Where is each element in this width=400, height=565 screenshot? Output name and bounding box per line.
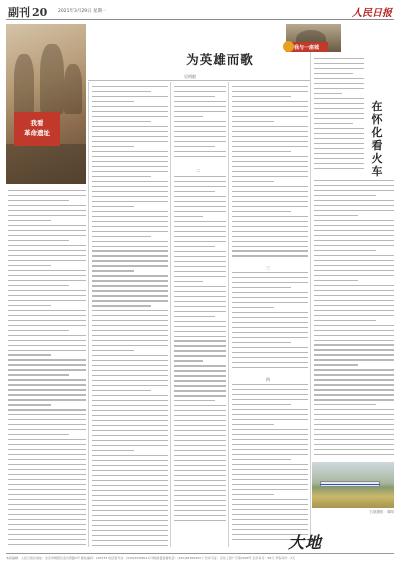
title-char: 怀 <box>371 113 383 126</box>
section-number: 三 <box>266 265 270 270</box>
title-char: 看 <box>371 139 383 152</box>
column-divider <box>170 82 171 547</box>
sculpture-figure <box>40 44 64 114</box>
tag-emblem-icon <box>283 41 294 52</box>
title-char: 火 <box>371 152 383 165</box>
right-article-title <box>368 100 386 178</box>
column-label-box <box>14 112 60 146</box>
title-char: 在 <box>371 100 383 113</box>
column-tag <box>286 42 328 52</box>
article-text-col3a <box>174 86 226 164</box>
right-article-text-top <box>314 58 364 176</box>
section-number: 二 <box>196 168 200 173</box>
article-text-col3b <box>174 176 226 546</box>
article-text-col2 <box>92 86 168 546</box>
train-photo <box>312 462 394 508</box>
page-number: 20 <box>32 6 48 19</box>
column-divider <box>310 24 311 547</box>
sculpture-figure <box>14 54 34 114</box>
section-name: 副刊 <box>8 6 30 19</box>
column-tag-label: 我与一座城 <box>294 44 320 51</box>
issue-date: 2021年3月29日 星期一 <box>58 9 107 14</box>
title-char: 车 <box>371 165 383 178</box>
newspaper-logo: 人民日报 <box>352 8 392 19</box>
monument-base <box>6 144 86 184</box>
sculpture-figure <box>64 64 82 114</box>
column-divider <box>88 82 89 547</box>
title-rule <box>88 80 310 81</box>
column-divider <box>228 82 229 547</box>
page-masthead <box>6 4 394 20</box>
article-title: 为英雄而歌 <box>186 52 254 67</box>
section-title <box>8 4 47 20</box>
section-number: 四 <box>266 377 270 382</box>
supplement-logo: 大地 <box>288 533 323 552</box>
photo-caption: 右图摄影：谭明 <box>369 510 394 514</box>
column-label-line1: 我看 <box>30 119 44 127</box>
page-footer: 本版编辑：人民日报社地址：北京市朝阳区金台西路2号 邮政编码：100733 电话查号台：(010)65368114 印刷质量监督电话：(010)65369463 广告许可证：京东工商广字第0098号 定价每月：58元 零售每份：2元 <box>6 553 394 560</box>
title-char: 化 <box>371 126 383 139</box>
right-article-text <box>314 180 394 458</box>
train-stripe <box>320 484 380 485</box>
article-byline: 吴明毅 <box>184 74 196 79</box>
column-label-line2: 革命遗址 <box>24 129 50 137</box>
article-text-col4b <box>232 272 308 372</box>
monument-photo <box>6 24 86 184</box>
article-text-left <box>8 190 86 546</box>
article-text-col4c <box>232 384 308 546</box>
article-text-col4a <box>232 86 308 261</box>
